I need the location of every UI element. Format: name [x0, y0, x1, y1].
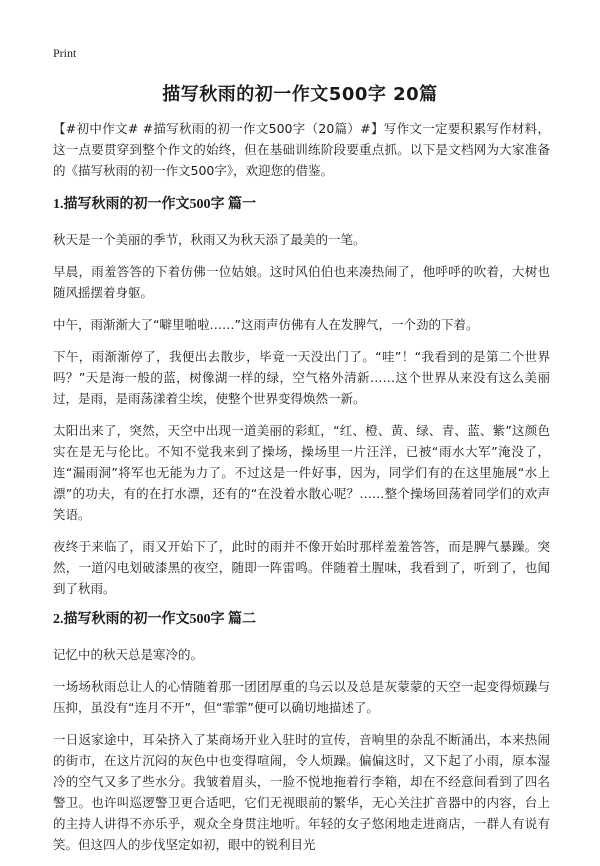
section-heading: 1.描写秋雨的初一作文500字 篇一 [53, 197, 256, 212]
paragraph: 记忆中的秋天总是寒冷的。 [53, 647, 204, 662]
section-heading: 2.描写秋雨的初一作文500字 篇二 [53, 612, 256, 627]
print-link[interactable]: Print [53, 46, 77, 60]
paragraph: 一场场秋雨总让人的心情随着那一团团厚重的乌云以及总是灰蒙蒙的天空一起变得烦躁与压抑，虽没有“连月不开”，但“霏霏”便可以确切地描述了。 [53, 679, 550, 715]
section-2 [53, 610, 550, 855]
paragraph: 下午，雨渐渐停了，我便出去散步，毕竟一天没出门了。“哇”！“我看到的是第二个世界吗？”天是海一般的蓝，树像湖一样的绿，空气格外清新……这个世界从来没有这么美丽过，是雨，是雨荡漾着尘埃，使整个世界变得焕然一新。 [53, 349, 550, 406]
document-title: 描写秋雨的初一作文500字 20篇 [162, 84, 438, 105]
intro-paragraph: 【#初中作文# #描写秋雨的初一作文500字（20篇）#】写作文一定要积累写作材料，这一点要贯穿到整个作文的始终，但在基础训练阶段要重点抓。以下是文档网为大家准备的《描写秋雨的初一作文500字》，欢迎您的借鉴。 [53, 121, 550, 178]
paragraph: 太阳出来了，突然，天空中出现一道美丽的彩虹，“红、橙、黄、绿、青、蓝、紫”这颜色实在是无与伦比。不知不觉我来到了操场，操场里一片汪洋，已被“雨水大军”淹没了，连“漏雨洞”将军也无能为力了。不过这是一件好事，因为，同学们有的在这里施展“水上漂”的功夫，有的在打水漂，还有的“在没着水散心呢？……整个操场回荡着同学们的欢声笑语。 [53, 423, 550, 522]
paragraph: 夜终于来临了，雨又开始下了，此时的雨并不像开始时那样羞羞答答，而是脾气暴躁。突然，一道闪电划破漆黑的夜空，随即一阵雷鸣。伴随着土腥味，我看到了，听到了，也闻到了秋雨。 [53, 539, 550, 596]
paragraph: 一日返家途中，耳朵挤入了某商场开业入驻时的宣传，音响里的杂乱不断涌出，本来热闹的街市，在这片沉闷的灰色中也变得喧闹，令人烦躁。偏偏这时，又下起了小雨，原本湿冷的空气又多了些水分。我皱着眉头，一脸不悦地拖着行李箱，却在不经意间看到了四名警卫。也许叫巡逻警卫更合适吧，它们无视眼前的繁华，无心关注扩音器中的内容，台上的主持人讲得不亦乐乎，观众全身贯注地听。年轻的女子悠闲地走进商店，一群人有说有笑。但这四人的步伐坚定如初，眼中的锐利目光 [53, 732, 550, 852]
section-1 [53, 195, 550, 599]
paragraph: 中午，雨渐渐大了“噼里啪啦……”这雨声仿佛有人在发脾气，一个劲的下着。 [53, 317, 479, 332]
paragraph: 早晨，雨羞答答的下着仿佛一位姑娘。这时风伯伯也来凑热闹了，他呼呼的吹着，大树也随风摇摆着身躯。 [53, 264, 550, 300]
paragraph: 秋天是一个美丽的季节，秋雨又为秋天添了最美的一笔。 [53, 232, 366, 247]
document-body [53, 118, 550, 866]
